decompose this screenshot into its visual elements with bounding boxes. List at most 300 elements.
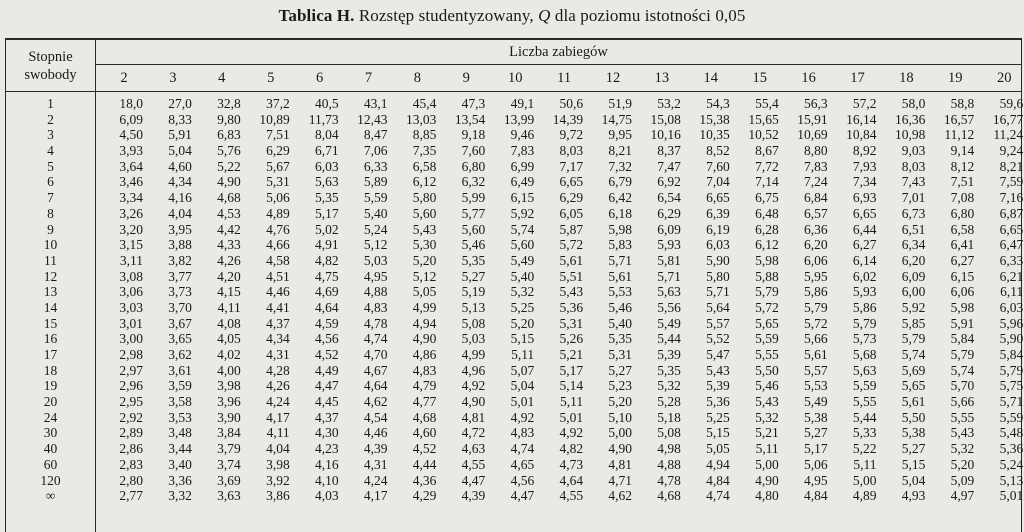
- value-cell: 6,32: [461, 174, 486, 190]
- value-cell: 4,17: [266, 409, 290, 425]
- value-cell: 8,47: [363, 127, 388, 143]
- value-cell: 3,98: [266, 456, 290, 472]
- value-cell: 4,54: [363, 409, 388, 425]
- value-cell: 4,99: [461, 347, 486, 362]
- value-cell: 3,15: [119, 237, 143, 253]
- value-cell: 10,69: [797, 127, 828, 143]
- value-cell: 9,46: [510, 127, 535, 143]
- value-cell: 6,83: [217, 127, 241, 143]
- value-cell: 5,27: [461, 268, 486, 284]
- df-cell: 19: [43, 378, 58, 394]
- value-cell: 5,79: [852, 315, 877, 331]
- value-cell: 6,09: [657, 221, 681, 237]
- value-cell: 3,53: [168, 409, 192, 425]
- value-cell: 5,90: [999, 331, 1024, 347]
- value-cell: 4,88: [657, 456, 681, 472]
- value-cell: 4,50: [119, 127, 143, 143]
- value-cell: 5,59: [363, 190, 388, 206]
- df-cell: 11: [44, 252, 57, 268]
- value-cell: 5,35: [657, 362, 681, 378]
- table-row: [6, 472, 1024, 489]
- value-cell: 3,86: [266, 488, 290, 504]
- value-cell: 3,93: [119, 143, 143, 159]
- value-cell: 5,61: [608, 268, 632, 284]
- value-cell: 18,0: [119, 96, 143, 111]
- value-cell: 5,73: [852, 331, 877, 347]
- value-cell: 3,26: [119, 205, 143, 221]
- value-cell: 8,80: [803, 143, 828, 159]
- value-cell: 16,77: [992, 111, 1024, 127]
- value-cell: 2,77: [119, 488, 143, 504]
- table-row: [6, 221, 1024, 238]
- value-cell: 5,11: [853, 456, 877, 472]
- value-cell: 5,39: [657, 347, 681, 362]
- value-cell: 6,47: [999, 237, 1024, 253]
- value-cell: 4,74: [706, 488, 730, 504]
- value-cell: 5,01: [510, 394, 535, 410]
- group-header: Liczba zabiegów: [96, 40, 1021, 65]
- df-cell: 4: [47, 143, 54, 159]
- value-cell: 5,22: [217, 158, 241, 174]
- value-cell: 5,19: [461, 284, 486, 300]
- value-cell: 4,20: [217, 268, 241, 284]
- value-cell: 4,84: [706, 472, 730, 488]
- value-cell: 4,72: [461, 425, 486, 441]
- value-cell: 6,79: [608, 174, 632, 190]
- value-cell: 5,60: [412, 205, 437, 221]
- value-cell: 5,96: [999, 315, 1024, 331]
- value-cell: 4,78: [657, 472, 681, 488]
- value-cell: 6,00: [901, 284, 926, 300]
- value-cell: 5,77: [461, 205, 486, 221]
- value-cell: 5,18: [657, 409, 681, 425]
- value-cell: 4,02: [217, 347, 241, 362]
- value-cell: 3,32: [168, 488, 192, 504]
- value-cell: 40,5: [314, 96, 339, 111]
- value-cell: 3,88: [168, 237, 192, 253]
- value-cell: 5,86: [852, 299, 877, 315]
- value-cell: 4,24: [266, 394, 290, 410]
- value-cell: 12,43: [357, 111, 388, 127]
- value-cell: 6,33: [999, 252, 1024, 268]
- value-cell: 4,97: [950, 488, 975, 504]
- value-cell: 8,04: [314, 127, 339, 143]
- value-cell: 5,39: [706, 378, 730, 394]
- column-header: 3: [169, 70, 177, 86]
- value-cell: 5,83: [608, 237, 632, 253]
- value-cell: 5,88: [755, 268, 779, 284]
- value-cell: 4,46: [266, 284, 290, 300]
- value-cell: 4,37: [266, 315, 290, 331]
- value-cell: 4,15: [217, 284, 241, 300]
- value-cell: 3,64: [119, 158, 143, 174]
- value-cell: 4,84: [803, 488, 828, 504]
- value-cell: 6,20: [901, 252, 926, 268]
- value-cell: 5,53: [608, 284, 632, 300]
- value-cell: 5,74: [901, 347, 926, 362]
- value-cell: 5,36: [999, 441, 1024, 457]
- value-cell: 4,71: [608, 472, 632, 488]
- value-cell: 5,49: [657, 315, 681, 331]
- df-cell: 6: [47, 174, 54, 190]
- table-row: [6, 237, 1024, 253]
- value-cell: 4,52: [314, 347, 339, 362]
- value-cell: 7,08: [950, 190, 975, 206]
- value-cell: 3,40: [168, 456, 192, 472]
- value-cell: 15,91: [797, 111, 828, 127]
- value-cell: 4,86: [412, 347, 437, 362]
- value-cell: 5,15: [901, 456, 926, 472]
- value-cell: 5,55: [852, 394, 877, 410]
- value-cell: 6,03: [314, 158, 339, 174]
- value-cell: 8,33: [168, 111, 192, 127]
- value-cell: 5,10: [608, 409, 632, 425]
- value-cell: 10,84: [846, 127, 877, 143]
- value-cell: 14,75: [601, 111, 632, 127]
- value-cell: 5,79: [950, 347, 975, 362]
- value-cell: 4,68: [217, 190, 241, 206]
- value-cell: 5,57: [706, 315, 730, 331]
- value-cell: 5,59: [999, 409, 1024, 425]
- value-cell: 5,79: [755, 284, 779, 300]
- value-cell: 4,11: [266, 425, 290, 441]
- table-row: [6, 252, 1024, 269]
- value-cell: 4,39: [461, 488, 486, 504]
- value-cell: 6,51: [901, 221, 926, 237]
- column-header: 15: [752, 70, 767, 86]
- value-cell: 5,68: [852, 347, 877, 362]
- value-cell: 5,93: [657, 237, 681, 253]
- value-cell: 58,8: [950, 96, 975, 111]
- value-cell: 5,30: [412, 237, 437, 253]
- df-cell: ∞: [45, 488, 56, 504]
- value-cell: 5,63: [314, 174, 339, 190]
- value-cell: 4,08: [217, 315, 241, 331]
- value-cell: 9,14: [950, 143, 975, 159]
- value-cell: 6,99: [510, 158, 535, 174]
- value-cell: 3,70: [168, 299, 192, 315]
- table-row: [6, 96, 1024, 112]
- value-cell: 2,83: [119, 456, 143, 472]
- column-header: 16: [801, 70, 816, 86]
- value-cell: 2,95: [119, 394, 143, 410]
- value-cell: 4,95: [803, 472, 828, 488]
- value-cell: 15,38: [699, 111, 730, 127]
- df-cell: 8: [47, 205, 54, 221]
- df-cell: 12: [43, 268, 58, 284]
- value-cell: 59,6: [999, 96, 1024, 111]
- value-cell: 3,82: [168, 252, 192, 268]
- value-cell: 51,9: [608, 96, 632, 111]
- value-cell: 4,26: [266, 378, 290, 394]
- value-cell: 5,61: [901, 394, 926, 410]
- value-cell: 4,56: [510, 472, 535, 488]
- value-cell: 3,73: [168, 284, 192, 300]
- value-cell: 6,44: [852, 221, 877, 237]
- value-cell: 6,14: [852, 252, 877, 268]
- df-cell: 20: [43, 394, 58, 410]
- value-cell: 4,04: [168, 205, 192, 221]
- table-row: [6, 158, 1024, 175]
- table-row: [6, 362, 1024, 379]
- value-cell: 6,29: [559, 190, 584, 206]
- value-cell: 5,71: [657, 268, 681, 284]
- table-row: [6, 284, 1024, 300]
- value-cell: 8,85: [412, 127, 437, 143]
- value-cell: 5,71: [608, 252, 632, 268]
- value-cell: 6,58: [412, 158, 437, 174]
- value-cell: 5,01: [559, 409, 584, 425]
- value-cell: 56,3: [803, 96, 828, 111]
- value-cell: 5,69: [901, 362, 926, 378]
- value-cell: 6,57: [803, 205, 828, 221]
- value-cell: 5,80: [706, 268, 730, 284]
- value-cell: 6,84: [803, 190, 828, 206]
- value-cell: 5,07: [510, 362, 535, 378]
- value-cell: 4,00: [217, 362, 241, 378]
- value-cell: 5,84: [950, 331, 975, 347]
- value-cell: 4,60: [412, 425, 437, 441]
- value-cell: 5,55: [950, 409, 975, 425]
- value-cell: 5,22: [852, 441, 877, 457]
- value-cell: 7,47: [657, 158, 681, 174]
- value-cell: 6,27: [950, 252, 975, 268]
- value-cell: 6,65: [559, 174, 584, 190]
- value-cell: 6,09: [901, 268, 926, 284]
- value-cell: 3,77: [168, 268, 192, 284]
- value-cell: 4,29: [412, 488, 437, 504]
- value-cell: 7,35: [412, 143, 437, 159]
- value-cell: 5,71: [706, 284, 730, 300]
- value-cell: 5,36: [706, 394, 730, 410]
- value-cell: 5,40: [608, 315, 632, 331]
- value-cell: 55,4: [755, 96, 779, 111]
- table-row: [6, 456, 1024, 473]
- value-cell: 9,72: [559, 127, 584, 143]
- value-cell: 5,89: [363, 174, 388, 190]
- value-cell: 3,11: [119, 252, 143, 268]
- value-cell: 5,03: [363, 252, 388, 268]
- value-cell: 4,60: [168, 158, 192, 174]
- value-cell: 5,91: [168, 127, 192, 143]
- value-cell: 5,32: [755, 409, 779, 425]
- value-cell: 6,28: [755, 221, 779, 237]
- value-cell: 4,93: [901, 488, 926, 504]
- value-cell: 3,98: [217, 378, 241, 394]
- value-cell: 4,92: [510, 409, 535, 425]
- value-cell: 4,34: [168, 174, 192, 190]
- value-cell: 5,74: [510, 221, 535, 237]
- value-cell: 3,44: [168, 441, 192, 457]
- table-row: [6, 190, 1024, 206]
- value-cell: 5,20: [510, 315, 535, 331]
- value-cell: 5,11: [559, 394, 584, 410]
- value-cell: 4,79: [412, 378, 437, 394]
- table-row: [6, 299, 1024, 316]
- value-cell: 2,80: [119, 472, 143, 488]
- value-cell: 53,2: [657, 96, 681, 111]
- value-cell: 7,83: [803, 158, 828, 174]
- column-headers: [96, 65, 1021, 91]
- value-cell: 6,15: [950, 268, 975, 284]
- value-cell: 6,33: [363, 158, 388, 174]
- value-cell: 5,15: [510, 331, 535, 347]
- value-cell: 5,12: [412, 268, 437, 284]
- value-cell: 5,35: [461, 252, 486, 268]
- value-cell: 6,06: [803, 252, 828, 268]
- value-cell: 4,63: [461, 441, 486, 457]
- value-cell: 5,38: [901, 425, 926, 441]
- value-cell: 4,68: [412, 409, 437, 425]
- value-cell: 37,2: [266, 96, 290, 111]
- value-cell: 4,47: [461, 472, 486, 488]
- value-cell: 5,72: [803, 315, 828, 331]
- value-cell: 7,51: [950, 174, 975, 190]
- value-cell: 3,46: [119, 174, 143, 190]
- value-cell: 5,20: [608, 394, 632, 410]
- table-row: [6, 347, 1024, 363]
- value-cell: 5,25: [510, 299, 535, 315]
- table-body: [6, 96, 1024, 504]
- value-cell: 6,93: [852, 190, 877, 206]
- value-cell: 6,39: [706, 205, 730, 221]
- value-cell: 54,3: [706, 96, 730, 111]
- value-cell: 5,95: [803, 268, 828, 284]
- value-cell: 5,12: [363, 237, 388, 253]
- column-header: 10: [507, 70, 523, 86]
- value-cell: 5,84: [999, 347, 1024, 362]
- value-cell: 3,96: [217, 394, 241, 410]
- value-cell: 6,34: [901, 237, 926, 253]
- value-cell: 5,79: [803, 299, 828, 315]
- value-cell: 5,46: [755, 378, 779, 394]
- value-cell: 5,20: [950, 456, 975, 472]
- value-cell: 5,79: [901, 331, 926, 347]
- value-cell: 3,61: [168, 362, 192, 378]
- value-cell: 7,14: [755, 174, 779, 190]
- value-cell: 4,10: [314, 472, 339, 488]
- column-header: 2: [120, 70, 128, 86]
- column-header: 6: [315, 70, 324, 86]
- value-cell: 4,99: [412, 299, 437, 315]
- table-row: [6, 425, 1024, 441]
- value-cell: 7,83: [510, 143, 535, 159]
- value-cell: 7,60: [706, 158, 730, 174]
- value-cell: 11,12: [944, 127, 975, 143]
- value-cell: 7,32: [608, 158, 632, 174]
- value-cell: 4,64: [559, 472, 584, 488]
- value-cell: 4,24: [363, 472, 388, 488]
- df-cell: 18: [43, 362, 58, 378]
- value-cell: 4,83: [510, 425, 535, 441]
- value-cell: 6,36: [803, 221, 828, 237]
- value-cell: 3,79: [217, 441, 241, 457]
- column-header: 18: [899, 70, 914, 86]
- value-cell: 4,94: [412, 315, 437, 331]
- value-cell: 6,58: [950, 221, 975, 237]
- value-cell: 4,65: [510, 456, 535, 472]
- value-cell: 5,43: [706, 362, 730, 378]
- value-cell: 5,63: [852, 362, 877, 378]
- value-cell: 5,61: [803, 347, 828, 362]
- value-cell: 15,08: [650, 111, 681, 127]
- value-cell: 4,91: [314, 237, 339, 253]
- value-cell: 5,75: [999, 378, 1024, 394]
- value-cell: 5,43: [950, 425, 975, 441]
- value-cell: 5,32: [657, 378, 681, 394]
- value-cell: 57,2: [852, 96, 877, 111]
- value-cell: 7,06: [363, 143, 388, 159]
- value-cell: 3,01: [119, 315, 143, 331]
- value-cell: 5,92: [901, 299, 926, 315]
- table-row: [6, 143, 1024, 159]
- value-cell: 8,21: [999, 158, 1024, 174]
- df-cell: 3: [47, 127, 54, 143]
- header-divider: [6, 91, 1021, 92]
- value-cell: 4,64: [314, 299, 339, 315]
- value-cell: 7,04: [706, 174, 730, 190]
- value-cell: 4,81: [461, 409, 486, 425]
- value-cell: 4,36: [412, 472, 437, 488]
- value-cell: 3,36: [168, 472, 192, 488]
- value-cell: 4,66: [266, 237, 290, 253]
- value-cell: 6,09: [119, 111, 143, 127]
- value-cell: 9,03: [901, 143, 926, 159]
- value-cell: 5,13: [999, 472, 1024, 488]
- value-cell: 4,33: [217, 237, 241, 253]
- value-cell: 4,53: [217, 205, 241, 221]
- value-cell: 4,17: [363, 488, 388, 504]
- df-cell: 40: [43, 441, 58, 457]
- value-cell: 4,44: [412, 456, 437, 472]
- table-row: [6, 409, 1024, 426]
- value-cell: 5,50: [755, 362, 779, 378]
- value-cell: 8,12: [950, 158, 975, 174]
- value-cell: 5,85: [901, 315, 926, 331]
- value-cell: 4,45: [314, 394, 339, 410]
- table-row: [6, 174, 1024, 190]
- value-cell: 5,60: [461, 221, 486, 237]
- df-cell: 16: [43, 331, 58, 347]
- df-cell: 30: [43, 425, 58, 441]
- value-cell: 5,64: [706, 299, 730, 315]
- value-cell: 11,73: [308, 111, 339, 127]
- value-cell: 5,49: [510, 252, 535, 268]
- value-cell: 4,76: [266, 221, 290, 237]
- value-cell: 7,72: [755, 158, 779, 174]
- value-cell: 5,47: [706, 347, 730, 362]
- value-cell: 3,59: [168, 378, 192, 394]
- value-cell: 5,26: [559, 331, 584, 347]
- value-cell: 8,52: [706, 143, 730, 159]
- df-header-line1: Stopnie: [28, 48, 73, 65]
- value-cell: 6,11: [1000, 284, 1024, 300]
- column-header: 4: [218, 70, 226, 86]
- table-row: [6, 488, 1024, 504]
- value-cell: 5,98: [755, 252, 779, 268]
- value-cell: 15,65: [748, 111, 779, 127]
- value-cell: 2,86: [119, 441, 143, 457]
- df-cell: 9: [47, 221, 54, 237]
- value-cell: 4,92: [559, 425, 584, 441]
- value-cell: 4,30: [314, 425, 339, 441]
- value-cell: 5,02: [314, 221, 339, 237]
- value-cell: 3,69: [217, 472, 241, 488]
- value-cell: 5,59: [755, 331, 779, 347]
- value-cell: 5,14: [559, 378, 584, 394]
- column-header: 7: [364, 70, 373, 86]
- value-cell: 5,35: [314, 190, 339, 206]
